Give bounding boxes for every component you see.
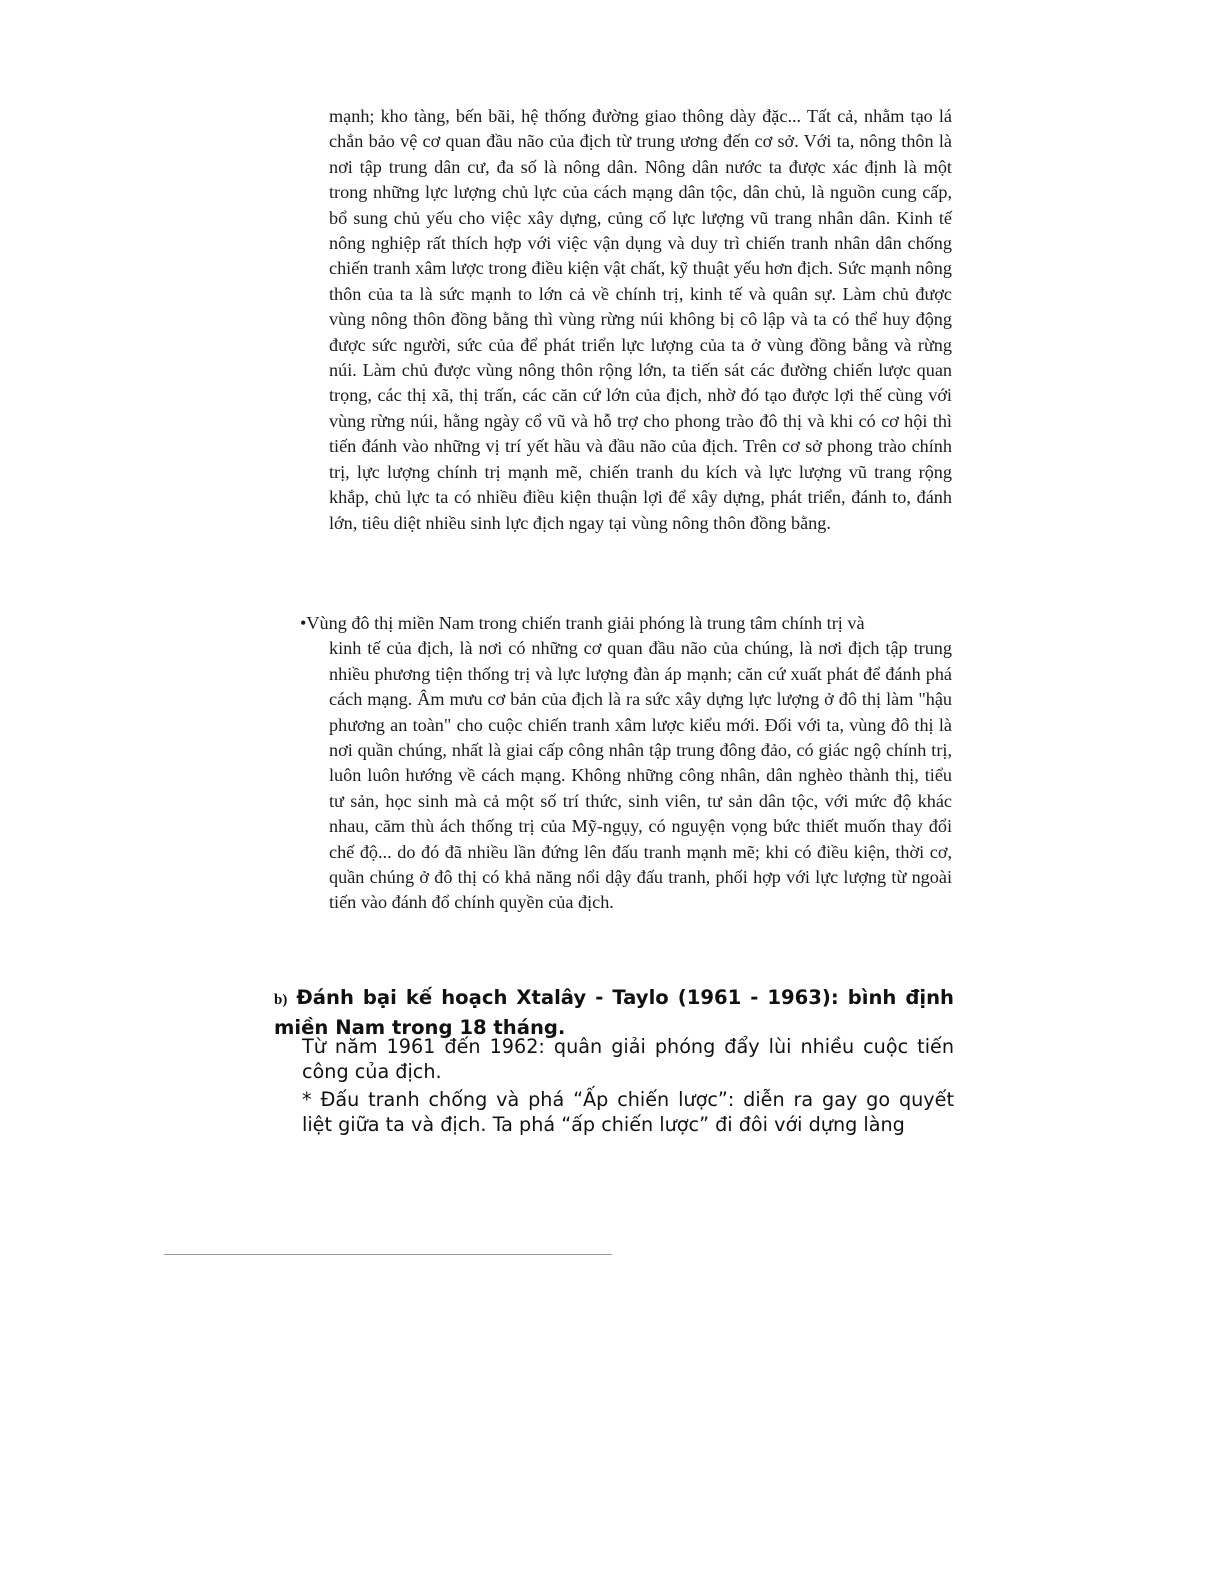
body-paragraph-rural-areas: mạnh; kho tàng, bến bãi, hệ thống đường giao thông dày đặc... Tất cả, nhằm tạo lá chắn bảo vệ cơ quan đầu não của địch từ trung ương đến cơ sở. Với ta, nông thôn là nơi tập trung dân cư, đa số là nông dân. Nông dân nước ta được xác định là một trong những lực lượng chủ lực của cách mạng dân tộc, dân chủ, là nguồn cung cấp, bổ sung chủ yếu cho việc xây dựng, củng cố lực lượng vũ trang nhân dân. Kinh tế nông nghiệp rất thích hợp với việc vận dụng và duy trì chiến tranh nhân dân chống chiến tranh xâm lược trong điều kiện vật chất, kỹ thuật yếu hơn địch. Sức mạnh nông thôn của ta là sức mạnh to lớn cả về chính trị, kinh tế và quân sự. Làm chủ được vùng nông thôn đồng bằng thì vùng rừng núi không bị cô lập và ta có thể huy động được sức người, sức của để phát triển lực lượng của ta ở vùng đồng bằng và rừng núi. Làm chủ được vùng nông thôn rộng lớn, ta tiến sát các đường chiến lược quan trọng, các thị xã, thị trấn, các căn cứ lớn của địch, nhờ đó tạo được lợi thế cùng với vùng rừng núi, hằng ngày cổ vũ và hỗ trợ cho phong trào đô thị và khi có cơ hội thì tiến đánh vào những vị trí yết hầu và đầu não của địch. Trên cơ sở phong trào chính trị, lực lượng chính trị mạnh mẽ, chiến tranh du kích và lực lượng vũ trang rộng khắp, chủ lực ta có nhiều điều kiện thuận lợi để xây dựng, phát triển, đánh to, đánh lớn, tiêu diệt nhiều sinh lực địch ngay tại vùng nông thôn đồng bằng. [329,106,952,533]
bullet-item-urban-areas [300,611,952,916]
bullet-dot-icon: • [300,613,307,633]
body-paragraph-1961-1962: Từ năm 1961 đến 1962: quân giải phóng đẩy lùi nhiều cuộc tiến công của địch. [302,1035,954,1084]
section-title: Đánh bại kế hoạch Xtalây - Taylo (1961 - 1963): bình định miền Nam trong 18 tháng. [274,986,954,1039]
body-paragraph-strategic-hamlets: * Đấu tranh chống và phá “Ấp chiến lược”: diễn ra gay go quyết liệt giữa ta và địch. Ta phá “ấp chiến lược” đi đôi với dựng làng [302,1088,954,1137]
bullet-continuation-text: kinh tế của địch, là nơi có những cơ quan đầu não của chúng, là nơi địch tập trung nhiều phương tiện thống trị và lực lượng đàn áp mạnh; căn cứ xuất phát để đánh phá cách mạng. Âm mưu cơ bản của địch là ra sức xây dựng lực lượng ở đô thị làm "hậu phương an toàn" cho cuộc chiến tranh xâm lược kiểu mới. Đối với ta, vùng đô thị là nơi quần chúng, nhất là giai cấp công nhân tập trung đông đảo, có giác ngộ chính trị, luôn luôn hướng về cách mạng. Không những công nhân, dân nghèo thành thị, tiểu tư sản, học sinh mà cả một số trí thức, sinh viên, tư sản dân tộc, với mức độ khác nhau, căm thù ách thống trị của Mỹ-ngụy, có nguyện vọng bức thiết muốn thay đổi chế độ... do đó đã nhiều lần đứng lên đấu tranh mạnh mẽ; khi có điều kiện, thời cơ, quần chúng ở đô thị có khả năng nổi dậy đấu tranh, phối hợp với lực lượng từ ngoài tiến vào đánh đổ chính quyền của địch. [329,638,952,913]
section-heading-b [274,984,954,1041]
section-label: b) [274,992,288,1008]
footnote-separator [164,1254,612,1255]
bullet-first-line-text: Vùng đô thị miền Nam trong chiến tranh giải phóng là trung tâm chính trị và [306,613,865,633]
bullet-first-line [300,611,952,636]
